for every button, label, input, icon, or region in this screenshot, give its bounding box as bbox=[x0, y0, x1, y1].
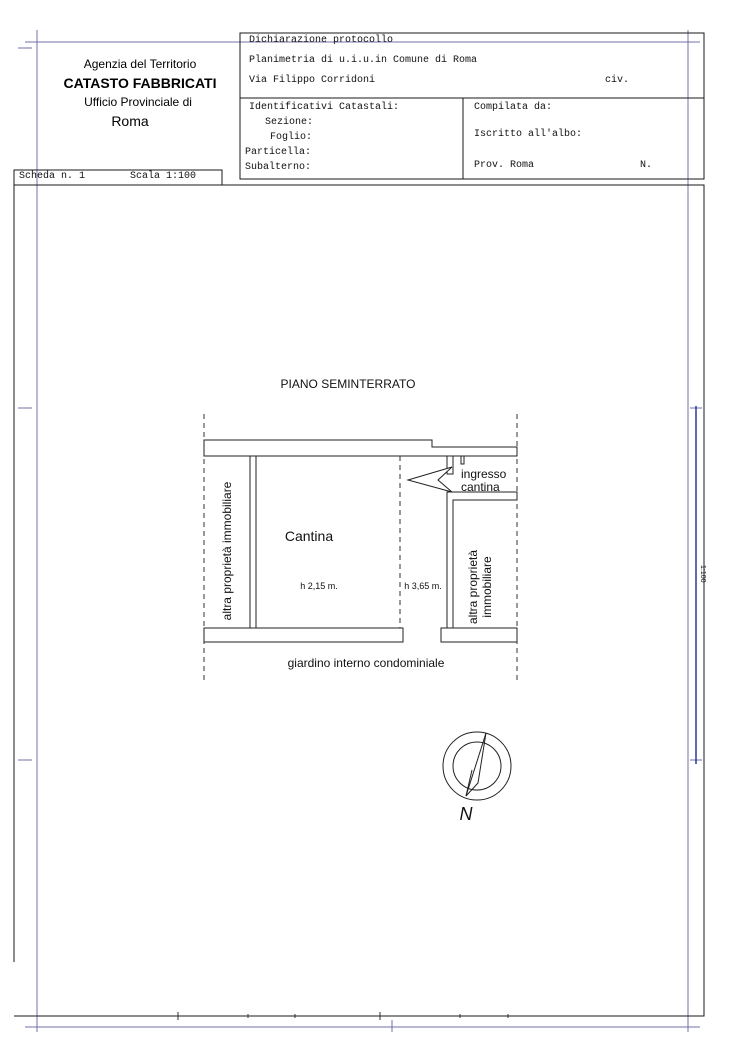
identificativi-label: Identificativi Catastali: bbox=[249, 102, 400, 113]
particella-label: Particella: bbox=[245, 147, 312, 158]
right-property-label-1: altra proprietà bbox=[466, 549, 480, 625]
entrance-label-1: ingresso bbox=[461, 467, 507, 481]
compilata-label: Compilata da: bbox=[474, 102, 553, 113]
catasto-title: CATASTO FABBRICATI bbox=[63, 75, 217, 91]
dichiarazione-label: Dichiarazione protocollo bbox=[249, 35, 394, 46]
left-property-label: altra proprietà immobiliare bbox=[220, 481, 234, 621]
iscritto-label: Iscritto all'albo: bbox=[474, 129, 583, 140]
height-right-label: h 3,65 m. bbox=[404, 581, 442, 591]
address-label: Via Filippo Corridoni bbox=[249, 75, 376, 86]
agency-name: Agenzia del Territorio bbox=[83, 57, 197, 71]
room-name: Cantina bbox=[284, 528, 334, 544]
foglio-label: Foglio: bbox=[270, 132, 313, 143]
subalterno-label: Subalterno: bbox=[245, 162, 312, 173]
ufficio-label: Ufficio Provinciale di bbox=[84, 95, 192, 109]
height-left-label: h 2,15 m. bbox=[300, 581, 338, 591]
right-property-label-2: immobiliare bbox=[480, 556, 494, 618]
side-stamp: 1:100 bbox=[699, 565, 706, 583]
sezione-label: Sezione: bbox=[265, 117, 314, 128]
number-label: N. bbox=[640, 160, 653, 171]
city-name: Roma bbox=[111, 113, 149, 129]
floor-title: PIANO SEMINTERRATO bbox=[280, 377, 416, 391]
planimetria-label: Planimetria di u.i.u.in Comune di Roma bbox=[249, 55, 478, 66]
garden-label: giardino interno condominiale bbox=[287, 656, 445, 670]
entrance-label-2: cantina bbox=[461, 480, 500, 494]
prov-label: Prov. Roma bbox=[474, 160, 535, 171]
scheda-label: Scheda n. 1 bbox=[19, 171, 86, 182]
civ-label: civ. bbox=[605, 75, 630, 86]
scala-label: Scala 1:100 bbox=[130, 171, 197, 182]
north-label: N bbox=[459, 804, 473, 824]
